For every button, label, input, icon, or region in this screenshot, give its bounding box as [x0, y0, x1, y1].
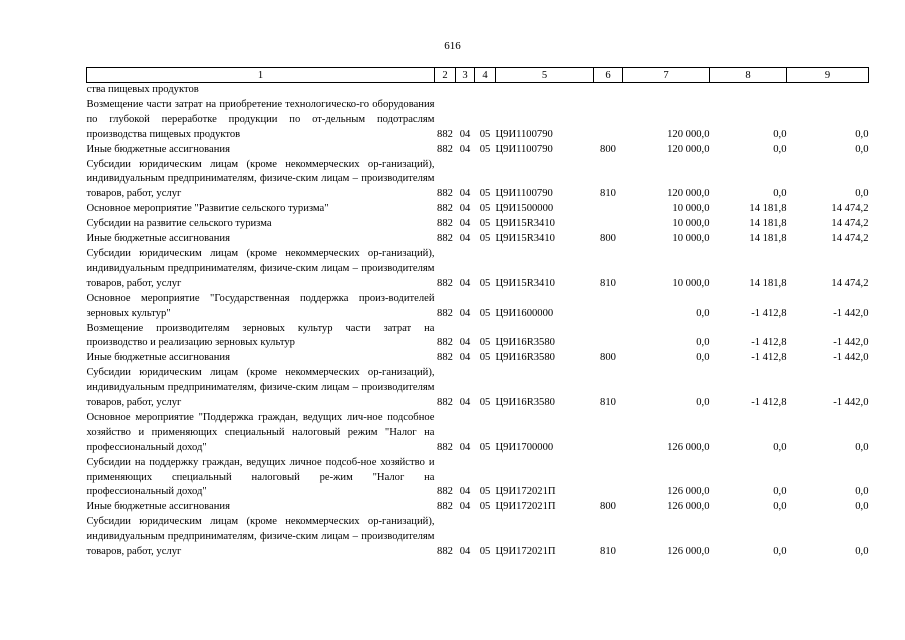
section-code: 04	[459, 233, 471, 245]
target-article: Ц9И1100790	[495, 143, 553, 155]
admin-code	[435, 83, 456, 98]
amount-col-9: 0,0	[855, 143, 869, 155]
column-header-5: 5	[496, 68, 594, 83]
amount-col-8: 14 181,8	[749, 218, 787, 230]
column-header-8: 8	[710, 68, 787, 83]
row-name: Иные бюджетные ассигнования	[86, 233, 230, 245]
target-article: Ц9И16R3580	[495, 337, 555, 349]
amount-col-7: 126 000,0	[667, 486, 710, 498]
amount-col-9: 0,0	[855, 128, 869, 140]
section-code: 04	[459, 203, 471, 215]
target-article: Ц9И1600000	[495, 307, 554, 319]
expense-type	[594, 202, 623, 217]
section-code: 04	[459, 143, 471, 155]
admin-code: 882	[437, 501, 453, 513]
subsection-code: 05	[479, 277, 491, 289]
expense-type: 800	[600, 233, 616, 245]
table-row	[87, 456, 869, 501]
target-article: Ц9И15R3410	[495, 233, 555, 245]
table-row	[87, 202, 869, 217]
amount-col-7: 120 000,0	[667, 188, 710, 200]
subsection-code: 05	[479, 203, 491, 215]
amount-col-7: 0,0	[696, 397, 710, 409]
row-name: Субсидии на поддержку граждан, ведущих личное подсоб-ное хозяйство и применяющих специальный налоговый ре-жим "Налог на профессиональный доход"	[86, 456, 435, 498]
table-row	[87, 500, 869, 515]
subsection-code: 05	[479, 143, 491, 155]
admin-code: 882	[437, 203, 453, 215]
target-article: Ц9И172021П	[495, 486, 556, 498]
expense-type: 800	[600, 143, 616, 155]
target-article: Ц9И1100790	[495, 128, 553, 140]
amount-col-9: 0,0	[855, 546, 869, 558]
expense-type	[594, 217, 623, 232]
column-header-1: 1	[87, 68, 435, 83]
amount-col-8: -1 412,8	[751, 397, 787, 409]
admin-code: 882	[437, 277, 453, 289]
row-name: Возмещение производителям зерновых культур части затрат на производство и реализацию зерновых культур	[86, 322, 435, 349]
table-row	[87, 366, 869, 411]
section-code: 04	[459, 188, 471, 200]
row-name: Основное мероприятие "Поддержка граждан, ведущих лич-ное подсобное хозяйство и применяющих специальный налоговый режим "Налог на профессиональный доход"	[86, 411, 435, 453]
target-article: Ц9И16R3580	[495, 352, 555, 364]
row-name: Субсидии юридическим лицам (кроме некоммерческих ор-ганизаций), индивидуальным предпринимателям, физиче-ским лицам – производителям товаров, работ, услуг	[86, 158, 435, 200]
expense-type: 800	[600, 501, 616, 513]
row-name: Иные бюджетные ассигнования	[86, 352, 230, 364]
amount-col-9: 14 474,2	[831, 277, 869, 289]
amount-col-8	[710, 83, 787, 98]
amount-col-8: -1 412,8	[751, 337, 787, 349]
amount-col-7: 126 000,0	[667, 501, 710, 513]
target-article: Ц9И16R3580	[495, 397, 555, 409]
subsection-code	[475, 83, 496, 98]
table-header-row	[87, 68, 869, 83]
page-number: 616	[444, 40, 461, 52]
expense-type	[594, 322, 623, 352]
amount-col-9: 14 474,2	[831, 233, 869, 245]
amount-col-7: 0,0	[696, 352, 710, 364]
amount-col-7: 0,0	[696, 307, 710, 319]
column-header-4: 4	[475, 68, 496, 83]
amount-col-7: 0,0	[696, 337, 710, 349]
amount-col-9: -1 442,0	[833, 337, 869, 349]
admin-code: 882	[437, 188, 453, 200]
amount-col-7: 10 000,0	[672, 277, 710, 289]
table-row	[87, 515, 869, 560]
table-row	[87, 158, 869, 203]
amount-col-8: -1 412,8	[751, 307, 787, 319]
expense-type: 800	[600, 352, 616, 364]
amount-col-8: 0,0	[773, 546, 787, 558]
target-article: Ц9И1500000	[495, 203, 554, 215]
column-header-2: 2	[435, 68, 456, 83]
expense-type: 810	[600, 397, 616, 409]
amount-col-8: 0,0	[773, 143, 787, 155]
expense-type: 810	[600, 277, 616, 289]
table-row	[87, 98, 869, 143]
table-row	[87, 292, 869, 322]
admin-code: 882	[437, 352, 453, 364]
row-name: Субсидии юридическим лицам (кроме некоммерческих ор-ганизаций), индивидуальным предпринимателям, физиче-ским лицам – производителям товаров, работ, услуг	[86, 367, 435, 409]
amount-col-7	[623, 83, 710, 98]
row-name: Иные бюджетные ассигнования	[86, 501, 230, 513]
expense-type: 810	[600, 546, 616, 558]
subsection-code: 05	[479, 397, 491, 409]
target-article: Ц9И15R3410	[495, 218, 555, 230]
row-name: Основное мероприятие "Развитие сельского туризма"	[86, 203, 329, 215]
expense-type	[594, 292, 623, 322]
amount-col-8: 0,0	[773, 486, 787, 498]
table-row	[87, 83, 869, 98]
budget-table	[86, 67, 869, 560]
amount-col-7: 120 000,0	[667, 128, 710, 140]
row-name: Субсидии на развитие сельского туризма	[86, 218, 272, 230]
amount-col-8: 14 181,8	[749, 233, 787, 245]
target-article: Ц9И15R3410	[495, 277, 555, 289]
admin-code: 882	[437, 441, 453, 453]
expense-type	[594, 98, 623, 143]
table-row	[87, 247, 869, 292]
amount-col-9: 14 474,2	[831, 218, 869, 230]
row-name: ства пищевых продуктов	[86, 84, 199, 95]
section-code: 04	[459, 218, 471, 230]
table-row	[87, 411, 869, 456]
section-code: 04	[459, 397, 471, 409]
subsection-code: 05	[479, 307, 491, 319]
amount-col-7: 126 000,0	[667, 546, 710, 558]
table-row	[87, 322, 869, 352]
amount-col-9: 0,0	[855, 486, 869, 498]
column-header-9: 9	[787, 68, 869, 83]
amount-col-9: -1 442,0	[833, 307, 869, 319]
subsection-code: 05	[479, 337, 491, 349]
target-article	[496, 83, 594, 98]
table-row	[87, 143, 869, 158]
expense-type	[594, 411, 623, 456]
section-code: 04	[459, 277, 471, 289]
expense-type	[594, 83, 623, 98]
target-article: Ц9И172021П	[495, 501, 556, 513]
section-code: 04	[459, 501, 471, 513]
subsection-code: 05	[479, 486, 491, 498]
admin-code: 882	[437, 233, 453, 245]
section-code: 04	[459, 337, 471, 349]
amount-col-8: 0,0	[773, 188, 787, 200]
section-code: 04	[459, 307, 471, 319]
table-row	[87, 217, 869, 232]
amount-col-8: 0,0	[773, 441, 787, 453]
amount-col-7: 10 000,0	[672, 233, 710, 245]
table-row	[87, 351, 869, 366]
amount-col-8: 14 181,8	[749, 203, 787, 215]
admin-code: 882	[437, 397, 453, 409]
section-code: 04	[459, 546, 471, 558]
amount-col-9: 14 474,2	[831, 203, 869, 215]
expense-type	[594, 456, 623, 501]
amount-col-7: 126 000,0	[667, 441, 710, 453]
target-article: Ц9И172021П	[495, 546, 556, 558]
column-header-3: 3	[456, 68, 475, 83]
subsection-code: 05	[479, 441, 491, 453]
amount-col-8: 14 181,8	[749, 277, 787, 289]
amount-col-9: 0,0	[855, 188, 869, 200]
subsection-code: 05	[479, 233, 491, 245]
section-code: 04	[459, 128, 471, 140]
amount-col-9	[787, 83, 869, 98]
expense-type: 810	[600, 188, 616, 200]
admin-code: 882	[437, 218, 453, 230]
admin-code: 882	[437, 143, 453, 155]
row-name: Возмещение части затрат на приобретение технологическо-го оборудования по глубокой переработке продукции по от-дельным подотраслям производства пищевых продуктов	[86, 98, 435, 140]
row-name: Иные бюджетные ассигнования	[86, 143, 230, 155]
subsection-code: 05	[479, 218, 491, 230]
column-header-7: 7	[623, 68, 710, 83]
amount-col-9: 0,0	[855, 501, 869, 513]
subsection-code: 05	[479, 546, 491, 558]
subsection-code: 05	[479, 352, 491, 364]
row-name: Субсидии юридическим лицам (кроме некоммерческих ор-ганизаций), индивидуальным предпринимателям, физиче-ским лицам – производителям товаров, работ, услуг	[86, 516, 435, 558]
admin-code: 882	[437, 307, 453, 319]
section-code: 04	[459, 441, 471, 453]
table-row	[87, 232, 869, 247]
section-code: 04	[459, 352, 471, 364]
amount-col-7: 10 000,0	[672, 218, 710, 230]
amount-col-8: 0,0	[773, 501, 787, 513]
subsection-code: 05	[479, 128, 491, 140]
row-name: Субсидии юридическим лицам (кроме некоммерческих ор-ганизаций), индивидуальным предпринимателям, физиче-ским лицам – производителям товаров, работ, услуг	[86, 247, 435, 289]
admin-code: 882	[437, 337, 453, 349]
subsection-code: 05	[479, 501, 491, 513]
admin-code: 882	[437, 546, 453, 558]
amount-col-7: 10 000,0	[672, 203, 710, 215]
amount-col-7: 120 000,0	[667, 143, 710, 155]
admin-code: 882	[437, 486, 453, 498]
section-code: 04	[459, 486, 471, 498]
section-code	[456, 83, 475, 98]
amount-col-9: -1 442,0	[833, 397, 869, 409]
column-header-6: 6	[594, 68, 623, 83]
amount-col-8: -1 412,8	[751, 352, 787, 364]
admin-code: 882	[437, 128, 453, 140]
amount-col-9: -1 442,0	[833, 352, 869, 364]
subsection-code: 05	[479, 188, 491, 200]
target-article: Ц9И1100790	[495, 188, 553, 200]
row-name: Основное мероприятие "Государственная поддержка произ-водителей зерновых культур"	[86, 292, 435, 319]
amount-col-8: 0,0	[773, 128, 787, 140]
amount-col-9: 0,0	[855, 441, 869, 453]
target-article: Ц9И1700000	[495, 441, 554, 453]
